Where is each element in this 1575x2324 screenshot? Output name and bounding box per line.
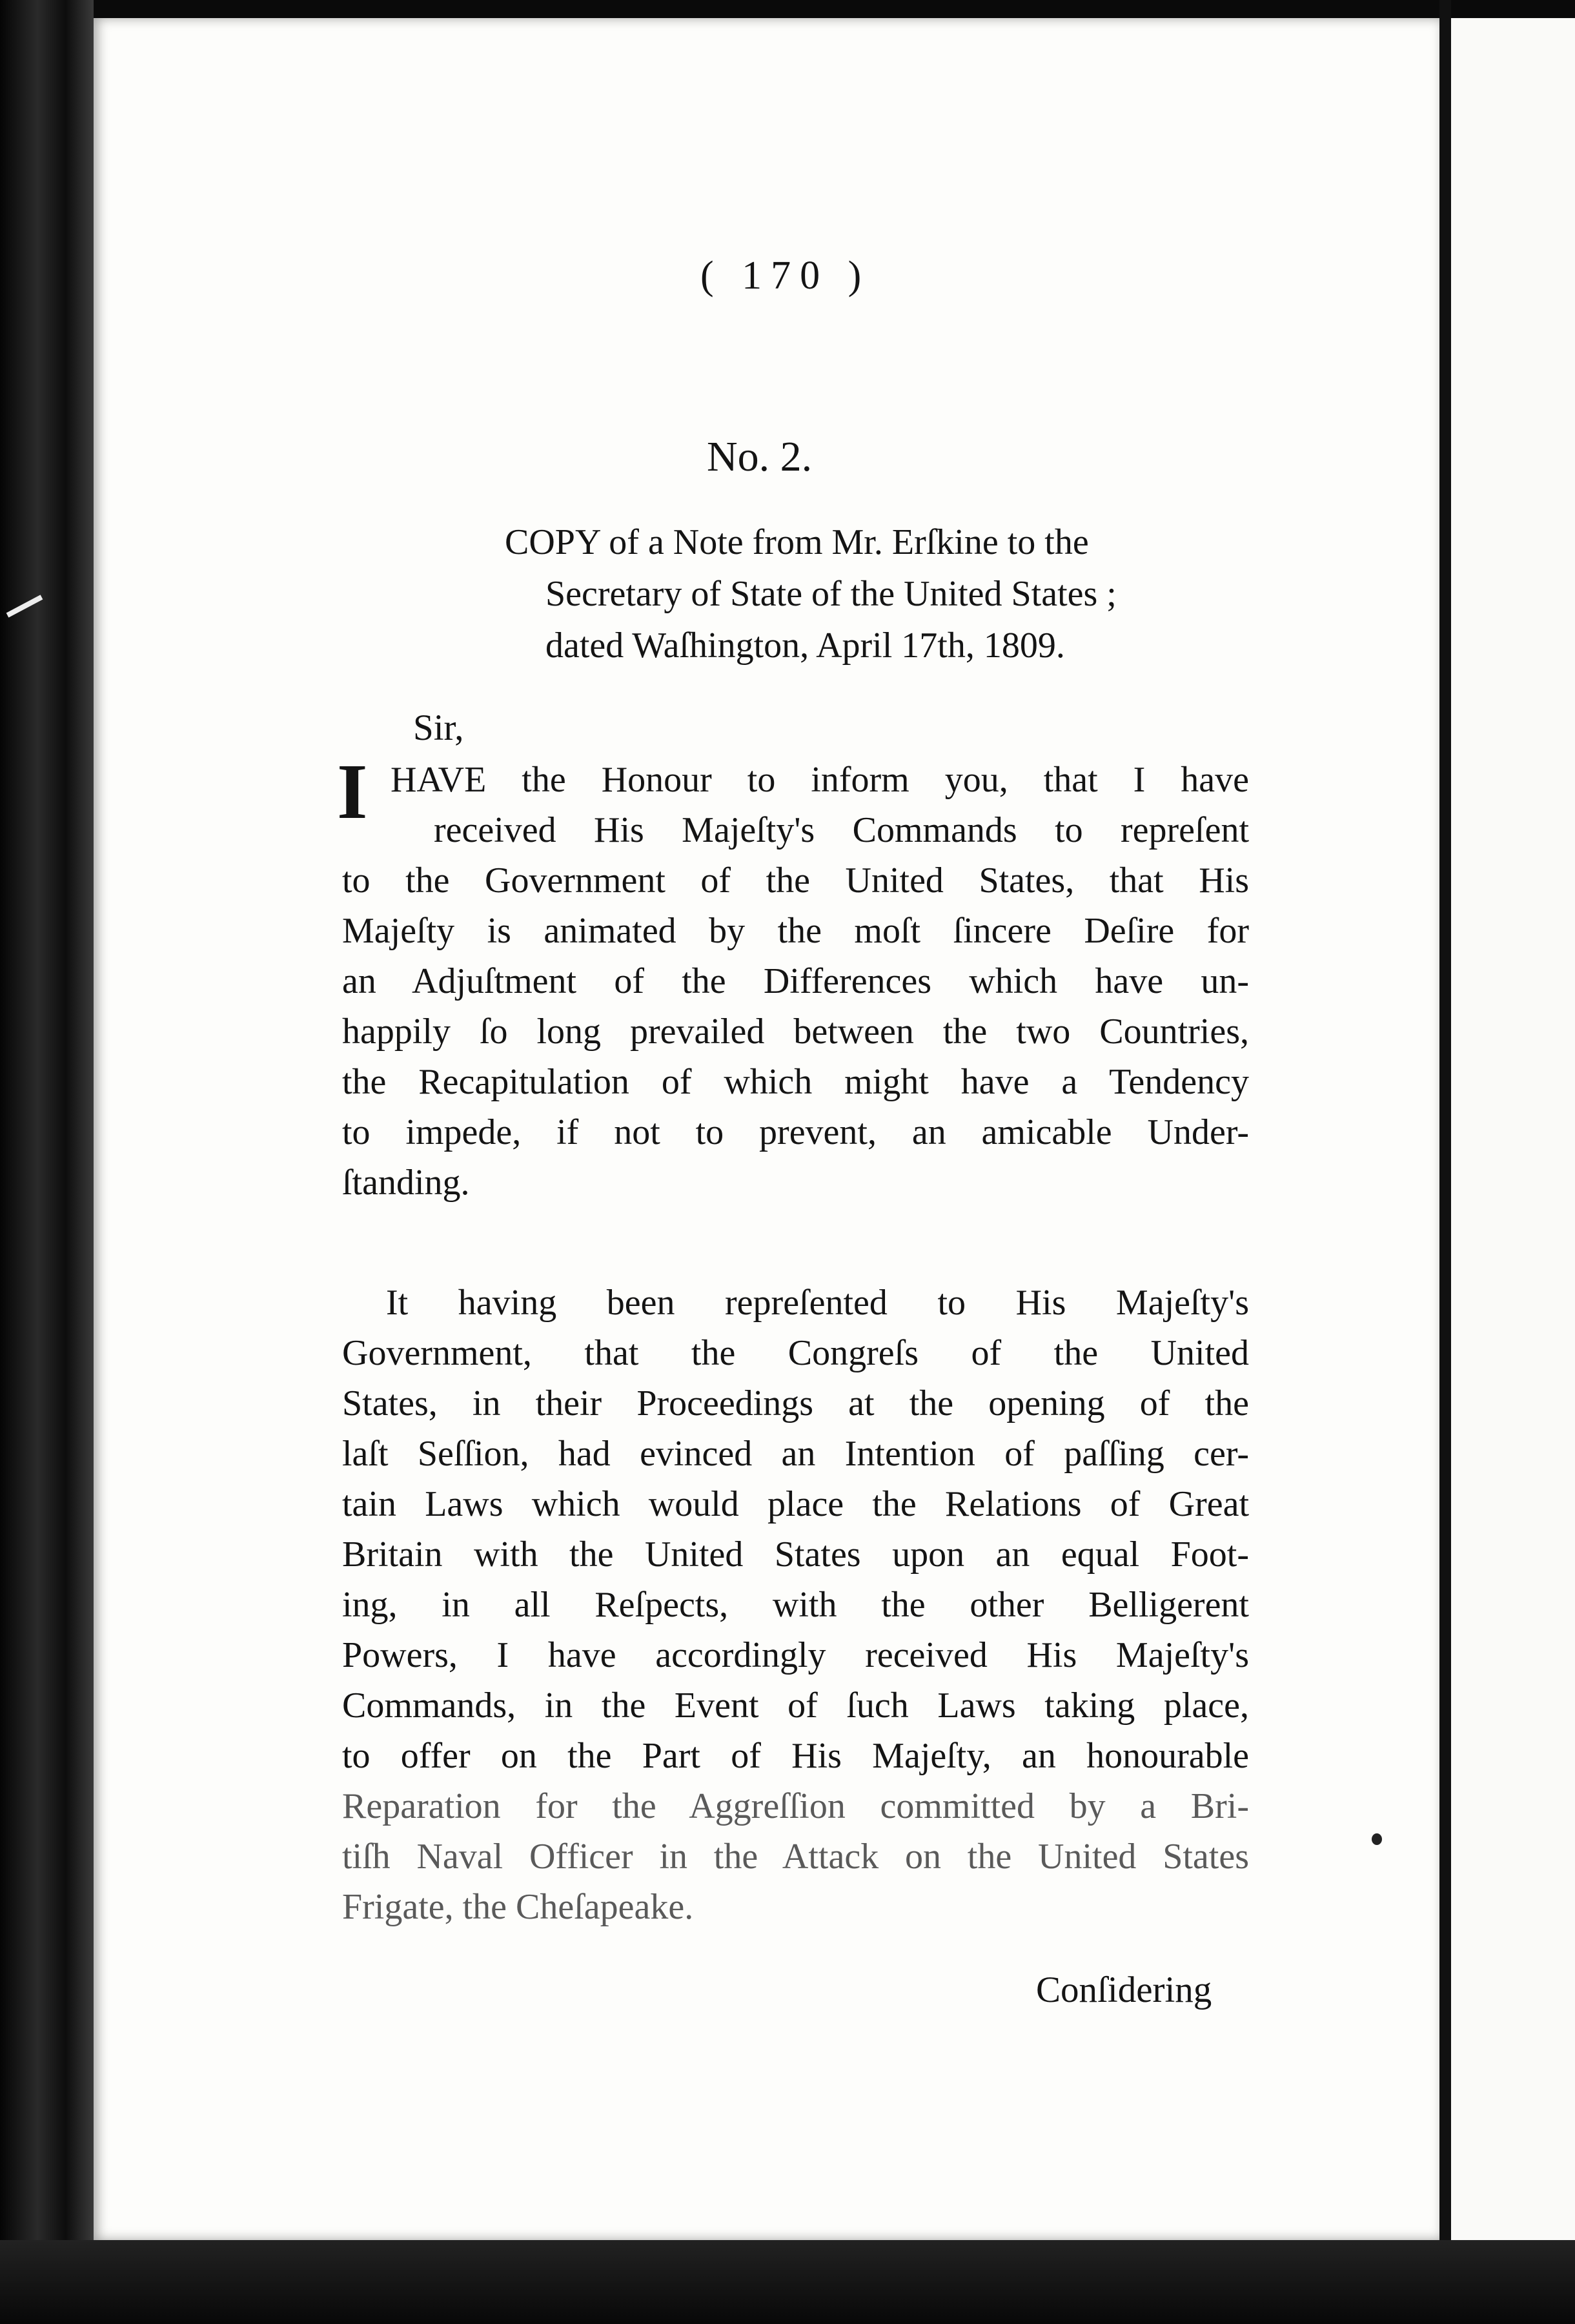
title-line-2: Secretary of State of the United States ; [545,574,1117,614]
paragraph1-line: happily ſo long prevailed between the two Countries, [342,1012,1249,1052]
salutation: Sir, [413,708,464,748]
paragraph1-line: to impede, if not to prevent, an amicable Under- [342,1112,1249,1152]
scan-border-left [0,0,94,2324]
paragraph2-line: tain Laws which would place the Relations of Great [342,1484,1249,1524]
paragraph2-line: States, in their Proceedings at the opening of the [342,1383,1249,1423]
ink-speck [1372,1833,1382,1845]
scan-border-top [0,0,1575,18]
paragraph2-line: Frigate, the Cheſapeake. [342,1887,694,1927]
paragraph1-line: Majeſty is animated by the moſt ſincere Deſire for [342,911,1249,951]
book-gutter [1439,0,1451,2240]
paragraph2-line: to offer on the Part of His Majeſty, an honourable [342,1736,1249,1776]
paragraph1-line: HAVE the Honour to inform you, that I have [391,760,1249,800]
paragraph2-line: laſt Seſſion, had evinced an Intention of paſſing cer- [342,1434,1249,1474]
paragraph2-line: Commands, in the Event of ſuch Laws taking place, [342,1686,1249,1726]
catchword: Conſidering [1036,1970,1212,2010]
paragraph2-line: It having been repreſented to His Majeſty's [386,1283,1249,1323]
scan-border-bottom [0,2240,1575,2324]
paragraph1-line: to the Government of the United States, that His [342,861,1249,901]
drop-cap: I [337,748,368,835]
facing-page-edge [1451,18,1575,2240]
paragraph1-line: the Recapitulation of which might have a Tendency [342,1062,1249,1102]
document-number-heading: No. 2. [707,433,813,480]
paragraph1-line: received His Majeſty's Commands to repreſent [434,810,1249,850]
paragraph1-line: ſtanding. [342,1163,470,1203]
title-line-3: dated Waſhington, April 17th, 1809. [545,626,1065,666]
paragraph2-line: tiſh Naval Officer in the Attack on the United States [342,1837,1249,1877]
paragraph2-line: Government, that the Congreſs of the United [342,1333,1249,1373]
paragraph2-line: ing, in all Reſpects, with the other Belligerent [342,1585,1249,1625]
paragraph1-line: an Adjuſtment of the Differences which have un- [342,961,1249,1001]
paragraph2-line: Britain with the United States upon an equal Foot- [342,1534,1249,1575]
title-line-1: COPY of a Note from Mr. Erſkine to the [505,522,1089,562]
page-number: ( 170 ) [700,254,871,298]
paragraph2-line: Powers, I have accordingly received His Majeſty's [342,1635,1249,1675]
paragraph2-line: Reparation for the Aggreſſion committed by a Bri- [342,1786,1249,1826]
